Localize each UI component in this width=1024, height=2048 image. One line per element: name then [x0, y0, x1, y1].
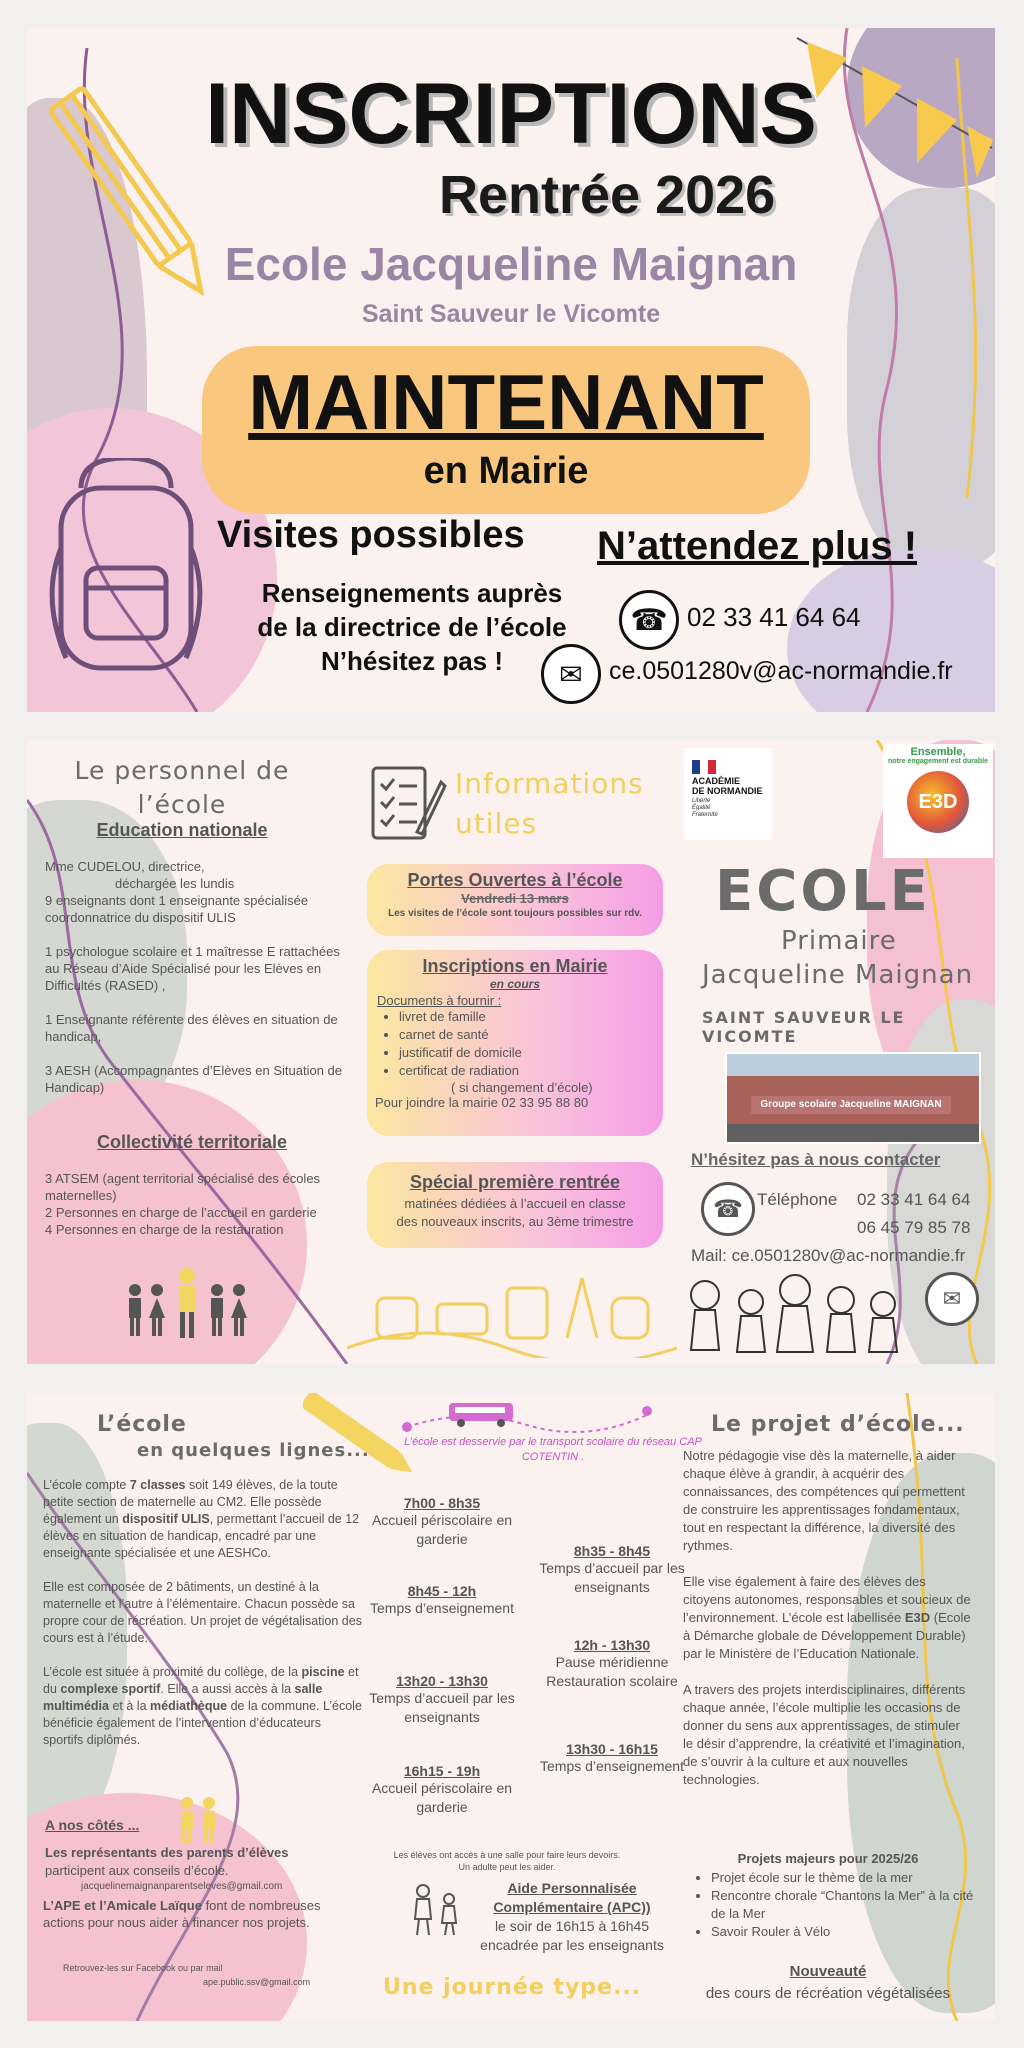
schedule-desc: Temps d’enseignement: [370, 1600, 514, 1616]
major-list: [693, 1869, 991, 1941]
open-day-title: Portes Ouvertes à l’école: [407, 870, 623, 890]
poster-panel-info: [27, 740, 995, 1364]
wait-text: N’attendez plus !: [597, 524, 918, 568]
phone-icon: ☎: [619, 590, 679, 650]
academie-line: ACADÉMIE: [692, 776, 741, 786]
academie-motto: Égalité: [692, 805, 711, 811]
bus-icon: [447, 1399, 517, 1429]
ape-desc: font de nombreuses actions pour nous aider à financer nos projets.: [43, 1898, 321, 1930]
staff-list: [45, 858, 345, 1096]
homework-note: [357, 1849, 657, 1873]
school-name: Ecole Jacqueline Maignan: [224, 238, 798, 290]
territorial-line: 4 Personnes en charge de la restauration: [45, 1222, 284, 1237]
poster-title: INSCRIPTIONS: [205, 66, 817, 162]
reps-mail[interactable]: jacquelinemaignanparentseleves@gmail.com: [81, 1881, 283, 1892]
territorial-line: 2 Personnes en charge de l’accueil en garderie: [45, 1205, 317, 1220]
text-run: 7 classes: [129, 1478, 186, 1492]
mail-icon: ✉: [925, 1272, 979, 1326]
schedule-left: [357, 1495, 527, 1817]
text-run: salle multimédia: [43, 1682, 323, 1713]
info-title-line: Informations: [455, 767, 644, 800]
text-run: L’école compte: [43, 1478, 130, 1492]
bus-note: L’école est desservie par le transport scolaire du réseau CAP COTENTIN .: [404, 1436, 702, 1463]
info-title: [455, 764, 644, 844]
new-desc: des cours de récréation végétalisées: [705, 1985, 951, 2002]
text-run: dispositif ULIS: [122, 1512, 210, 1526]
schedule-time: 8h35 - 8h45: [573, 1543, 651, 1559]
edu-nat-heading: Education nationale: [96, 820, 268, 840]
territorial-list: [45, 1170, 345, 1238]
schedule-time: 13h20 - 13h30: [396, 1673, 488, 1689]
schedule-entry: [357, 1763, 527, 1817]
info-title-line: utiles: [455, 807, 538, 840]
para-2: Elle est composée de 2 bâtiments, un destiné à la maternelle et l’autre à l’élémentaire. Chacun possède sa propre cour de récréation. Un projet de végétalisation des cours est à l’étude.: [43, 1580, 362, 1645]
doc-item: • certificat de radiation: [399, 1062, 663, 1080]
schedule-entry: [357, 1495, 527, 1569]
homework-line: Un adulte peut les aider.: [458, 1862, 556, 1872]
text-run: Elle vise également à faire des élèves des citoyens autonomes, responsables et soucieux de l’environnement. L’école est labellisée: [683, 1574, 971, 1625]
now-banner: [202, 346, 810, 514]
presentation-text: [43, 1477, 363, 1749]
presentation-title: L’école: [97, 1412, 187, 1437]
contact-mail[interactable]: Mail: ce.0501280v@ac-normandie.fr: [691, 1246, 966, 1265]
fb-line: Retrouvez-les sur Facebook ou par mail: [63, 1963, 223, 1973]
info-line: N’hésitez pas !: [320, 646, 504, 676]
mairie-phone[interactable]: Pour joindre la mairie 02 33 95 88 80: [375, 1095, 589, 1110]
schedule-desc: Temps d’accueil par les enseignants: [369, 1690, 515, 1725]
project-para: [683, 1573, 973, 1663]
flag-icon: [692, 760, 716, 774]
ecole-heading: ECOLE: [715, 859, 931, 924]
territorial-line: 3 ATSEM (agent territorial spécialisé des écoles maternelles): [45, 1171, 321, 1203]
new-heading: Nouveauté: [789, 1963, 867, 1980]
open-day-date: Vendredi 13 mars: [461, 891, 569, 906]
project-text: [683, 1447, 973, 1789]
ape-text: [43, 1897, 333, 1931]
text-run: soit 149 élèves, de la toute petite section de maternelle au CM2. Elle possède également un: [43, 1478, 338, 1526]
docs-label: Documents à fournir :: [377, 993, 502, 1008]
primaire-heading: Primaire: [781, 926, 897, 956]
doc-item: • carnet de santé: [399, 1026, 663, 1044]
e3d-mark: E3D: [918, 790, 958, 813]
schedule-time: 13h30 - 16h15: [566, 1741, 658, 1757]
registration-status: en cours: [489, 977, 540, 991]
poster-panel-presentation: [27, 1393, 995, 2021]
text-run: piscine: [301, 1665, 345, 1679]
staff-title: Le personnel de l’école: [74, 756, 290, 819]
school-photo: [725, 1052, 981, 1144]
phone-1[interactable]: 02 33 41 64 64: [857, 1190, 971, 1209]
territorial-heading: Collectivité territoriale: [96, 1132, 288, 1152]
schedule-time: 12h - 13h30: [573, 1637, 651, 1653]
academie-line: DE NORMANDIE: [692, 786, 763, 796]
staff-line: 1 psychologue scolaire et 1 maîtresse E rattachées au Réseau d’Aide Spécialisé pour les Elèves en Difficultés (RASED) ,: [45, 944, 340, 993]
phone-label: Téléphone: [757, 1190, 838, 1209]
reps-line-2: participent aux conseils d’école.: [45, 1863, 229, 1878]
academie-motto: Liberté: [692, 798, 711, 804]
poster-subtitle: Rentrée 2026: [439, 165, 776, 225]
first-entry-line: des nouveaux inscrits, au 3ème trimestre: [396, 1214, 634, 1229]
people-icon: [125, 1268, 255, 1348]
backpack-icon: [41, 458, 211, 678]
para-3: [43, 1664, 363, 1749]
academie-logo: [684, 748, 772, 840]
major-item: • Savoir Rouler à Vélo: [711, 1923, 991, 1941]
phone-icon: ☎: [701, 1182, 755, 1236]
docs-list: [367, 1008, 663, 1080]
schedule-entry: [527, 1543, 697, 1629]
text-run: L’école est située à proximité du collège, de la: [43, 1665, 302, 1679]
jm-heading: Jacqueline Maignan: [702, 960, 974, 990]
project-title: Le projet d’école...: [711, 1412, 965, 1437]
presentation-subtitle: en quelques lignes...: [137, 1440, 370, 1461]
info-line: Renseignements auprès: [261, 578, 563, 608]
text-run: complexe sportif: [60, 1682, 161, 1696]
photo-sign: Groupe scolaire Jacqueline MAIGNAN: [751, 1096, 951, 1114]
staff-line: déchargée les lundis: [115, 876, 235, 891]
visits-text: Visites possibles: [217, 514, 525, 556]
first-entry-box: [367, 1162, 663, 1248]
major-item: • Projet école sur le thème de la mer: [711, 1869, 991, 1887]
helper-icon: [173, 1795, 223, 1845]
apc-line: Complémentaire (APC)): [493, 1899, 651, 1915]
staff-line: 1 Enseignante référente des élèves en situation de handicap,: [45, 1012, 338, 1044]
doc-item: • justificatif de domicile: [399, 1044, 663, 1062]
project-para: Notre pédagogie vise dès la maternelle, à aider chaque élève à grandir, à acquérir des connaissances, des compétences qui permettent de construire les apprentissages fondamentaux, tout en respectant la différence, la diversité des rythmes.: [683, 1448, 965, 1553]
staff-line: 9 enseignants dont 1 enseignante spécialisée coordonnatrice du dispositif ULIS: [45, 893, 309, 925]
stationery-icon: [347, 1268, 677, 1358]
e3d-line: Ensemble,: [910, 746, 966, 758]
text-run: E3D: [904, 1610, 931, 1625]
phone-number[interactable]: 02 33 41 64 64: [687, 602, 861, 632]
schedule-time: 8h45 - 12h: [407, 1583, 477, 1599]
e3d-icon: [907, 771, 969, 833]
schedule-desc: Pause méridienne Restauration scolaire: [546, 1654, 678, 1689]
apc-block: [457, 1879, 687, 1955]
text-run: médiathèque: [150, 1699, 228, 1713]
mail-icon: ✉: [541, 644, 601, 704]
photo-ground: [727, 1124, 979, 1142]
sides-heading: A nos côtés ...: [45, 1817, 140, 1833]
schedule-desc: Accueil périscolaire en garderie: [371, 1512, 513, 1547]
para-1: [43, 1477, 363, 1562]
phone-2[interactable]: 06 45 79 85 78: [857, 1218, 971, 1237]
schedule-entry: [527, 1637, 697, 1733]
homework-line: Les élèves ont accès à une salle pour faire leurs devoirs.: [393, 1850, 621, 1860]
docs-note: ( si changement d’école): [451, 1080, 593, 1095]
schedule-time: 7h00 - 8h35: [403, 1495, 481, 1511]
schedule-entry: [357, 1583, 527, 1673]
text-run: et du: [43, 1665, 359, 1696]
open-day-note: Les visites de l’école sont toujours possibles sur rdv.: [388, 908, 642, 919]
town-heading: SAINT SAUVEUR LE VICOMTE: [702, 1008, 906, 1046]
doc-item: • livret de famille: [399, 1008, 663, 1026]
ape-mail[interactable]: ape.public.ssv@gmail.com: [203, 1977, 311, 1987]
schedule-right: [527, 1543, 697, 1776]
contact-heading: N’hésitez pas à nous contacter: [691, 1150, 941, 1169]
staff-line: 3 AESH (Accompagnantes d’Elèves en Situation de Handicap): [45, 1063, 343, 1095]
day-title: Une journée type...: [383, 1975, 642, 2000]
checklist-icon: [367, 762, 447, 844]
academie-motto: Fraternité: [692, 812, 718, 818]
apc-line: Aide Personnalisée: [507, 1880, 637, 1896]
info-line: de la directrice de l’école: [257, 612, 567, 642]
poster-panel-registration: [27, 28, 995, 712]
project-para: A travers des projets interdisciplinaires, différents chaque année, l’école multiplie les occasions de donner du sens aux apprentissages, de stimuler le désir d’apprendre, la créativité et l’imagination, de s’ouvrir à la culture et aux nouvelles technologies.: [683, 1682, 966, 1787]
text-run: de la commune. L’école bénéficie également de l’intervention d’éducateurs sportifs diplômés.: [43, 1699, 362, 1747]
major-item: • Rencontre chorale “Chantons la Mer” à la cité de la Mer: [711, 1887, 991, 1923]
text-run: et à la: [109, 1699, 150, 1713]
schedule-entry: [527, 1741, 697, 1776]
schedule-desc: Temps d’accueil par les enseignants: [539, 1560, 685, 1595]
text-run: (Ecole à Démarche globale de Développement Durable) par le Ministère de l’Education Nationale.: [683, 1610, 971, 1661]
children-icon: [685, 1270, 905, 1360]
schedule-desc: Temps d’enseignement: [540, 1758, 684, 1774]
e3d-logo: [883, 744, 993, 858]
registration-box: [367, 950, 663, 1136]
text-run: , permettant l’accueil de 12 élèves en situation de handicap, encadré par une enseignante spécialisée et une AESHCo.: [43, 1512, 360, 1560]
now-text: MAINTENANT: [248, 358, 764, 446]
staff-line: Mme CUDELOU, directrice,: [45, 859, 205, 874]
first-entry-title: Spécial première rentrée: [409, 1172, 621, 1192]
schedule-entry: [357, 1673, 527, 1763]
first-entry-line: matinées dédiées à l’accueil en classe: [404, 1196, 626, 1211]
major-heading: Projets majeurs pour 2025/26: [737, 1851, 919, 1866]
schedule-time: 16h15 - 19h: [403, 1763, 481, 1779]
place-text: en Mairie: [423, 450, 589, 492]
text-run: . Elle a aussi accès à la: [160, 1682, 295, 1696]
registration-title: Inscriptions en Mairie: [422, 956, 608, 976]
e3d-line: notre engagement est durable: [888, 758, 988, 765]
apc-line: encadrée par les enseignants: [480, 1937, 664, 1953]
email-address[interactable]: ce.0501280v@ac-normandie.fr: [609, 657, 953, 685]
ape-name: L’APE et l’Amicale Laïque: [43, 1898, 202, 1913]
reps-line: Les représentants des parents d’élèves: [45, 1845, 289, 1860]
apc-line: le soir de 16h15 à 16h45: [494, 1918, 650, 1934]
school-town: Saint Sauveur le Vicomte: [361, 300, 661, 328]
schedule-desc: Accueil périscolaire en garderie: [371, 1780, 513, 1815]
open-day-box: [367, 864, 663, 936]
